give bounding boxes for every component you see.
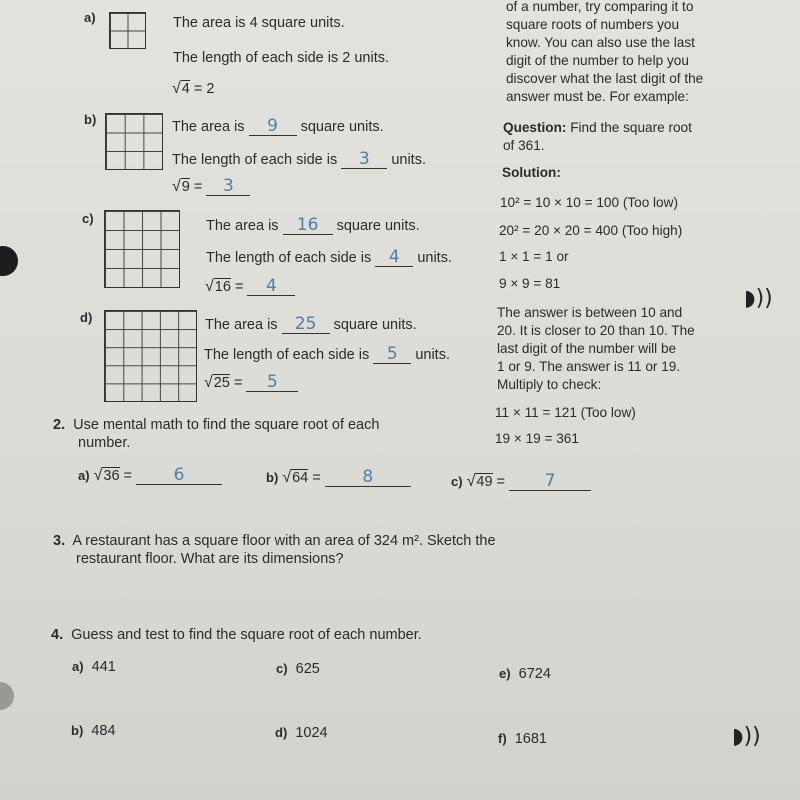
answer-q2c: 7 <box>544 471 556 491</box>
ring-mark-icon: ◗)) <box>744 286 773 311</box>
sidebar-step-3: 1 × 1 = 1 or <box>499 249 569 264</box>
answer-root-d: 5 <box>267 372 278 392</box>
q1d-label: d) <box>80 310 93 325</box>
grid-2x2 <box>109 12 146 49</box>
q1a-label: a) <box>84 10 96 25</box>
sidebar-solution-label: Solution: <box>502 165 561 180</box>
binder-hole-top <box>0 246 18 276</box>
q1c-side: The length of each side is 4 units. <box>206 247 452 267</box>
grid-4x4 <box>104 210 180 288</box>
q1c-area: The area is 16 square units. <box>206 215 420 235</box>
q1b-side: The length of each side is 3 units. <box>172 149 426 169</box>
q1c-label: c) <box>82 211 94 226</box>
q2b: b) √64 = 8 <box>266 469 411 487</box>
answer-q2a: 6 <box>173 465 185 485</box>
sidebar-question: Question: Find the square root of 361. <box>503 120 692 153</box>
grid-3x3 <box>105 113 163 170</box>
q4a: a) 441 <box>72 659 116 675</box>
q1b-label: b) <box>84 112 97 127</box>
binder-hole-bottom <box>0 682 14 710</box>
q4d: d) 1024 <box>275 725 328 741</box>
q4e: e) 6724 <box>499 666 551 682</box>
q1a-root: √4 = 2 <box>172 80 215 97</box>
q1b-area: The area is 9 square units. <box>172 116 384 136</box>
answer-side-c: 4 <box>388 247 400 267</box>
q1d-side: The length of each side is 5 units. <box>204 344 450 364</box>
q1b-root: √9 = 3 <box>172 178 250 196</box>
grid-5x5 <box>104 310 197 402</box>
q2-question: 2. Use mental math to find the square root of each number. <box>53 417 380 451</box>
sidebar-intro: of a number, try comparing it to square roots of numbers you know. You can also use the last digit of the number to help you discover what the last digit of the answer must be. For example: <box>506 0 704 104</box>
answer-side-b: 3 <box>358 149 370 169</box>
sidebar-step-4: 9 × 9 = 81 <box>499 276 561 291</box>
q4-question: 4. Guess and test to find the square root of each number. <box>51 627 422 643</box>
sidebar-step-1: 10² = 10 × 10 = 100 (Too low) <box>500 195 678 210</box>
answer-area-d: 25 <box>294 314 317 334</box>
sidebar-conclusion: The answer is between 10 and 20. It is closer to 20 than 10. The last digit of the number will be 1 or 9. The answer is 11 or 19. Multiply to check: <box>497 305 695 392</box>
q4b: b) 484 <box>71 723 116 739</box>
answer-area-b: 9 <box>267 116 278 136</box>
q1a-area: The area is 4 square units. <box>173 15 345 31</box>
answer-side-d: 5 <box>386 344 398 364</box>
sidebar-check-1: 11 × 11 = 121 (Too low) <box>495 405 636 420</box>
q4f: f) 1681 <box>498 731 547 747</box>
answer-root-c: 4 <box>266 276 277 296</box>
q4c: c) 625 <box>276 661 320 677</box>
sidebar-check-2: 19 × 19 = 361 <box>495 431 579 446</box>
q1d-root: √25 = 5 <box>204 374 298 392</box>
q3-question: 3. A restaurant has a square floor with an area of 324 m². Sketch the restaurant floor. What are its dimensions? <box>53 533 496 567</box>
answer-root-b: 3 <box>222 176 234 196</box>
ring-mark-icon: ◗)) <box>732 724 761 749</box>
q1a-side: The length of each side is 2 units. <box>173 50 390 66</box>
answer-q2b: 8 <box>362 467 374 487</box>
q1c-root: √16 = 4 <box>205 278 295 296</box>
q1d-area: The area is 25 square units. <box>205 314 417 334</box>
sidebar-step-2: 20² = 20 × 20 = 400 (Too high) <box>499 223 683 238</box>
answer-area-c: 16 <box>296 215 319 235</box>
q2c: c) √49 = 7 <box>451 473 591 491</box>
q2a: a) √36 = 6 <box>78 467 222 485</box>
